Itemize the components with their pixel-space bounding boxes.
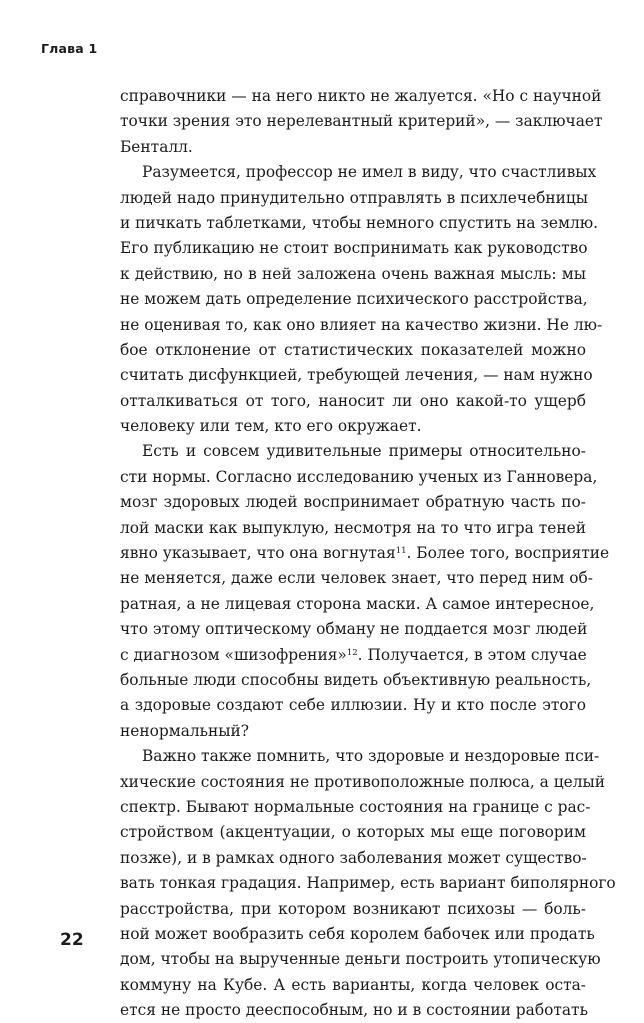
text-line: Разумеется, профессор не имел в виду, что счастливых: [142, 163, 597, 182]
footnote-marker: 11: [395, 546, 407, 557]
text-line: Его публикацию не стоит воспринимать как руководство: [120, 239, 588, 258]
text-line: отталкиваться от того, наносит ли оно какой-то ущерб: [120, 391, 586, 410]
text-line: не меняется, даже если человек знает, что перед ним об-: [120, 569, 594, 588]
text-line: не оценивая то, как оно влияет на качество жизни. Не лю-: [120, 315, 603, 334]
text-line: вать тонкая градация. Например, есть вариант биполярного: [120, 874, 616, 893]
text-line: не можем дать определение психического расстройства,: [120, 290, 588, 309]
body-text: [120, 84, 616, 1023]
text-line: лой маски как выпуклую, несмотря на то что игра теней: [120, 518, 586, 537]
text-fragment: с диагнозом «шизофрения»: [120, 645, 347, 664]
text-line: спектр. Бывают нормальные состояния на границе с рас-: [120, 797, 591, 816]
footnote-marker: 12: [346, 647, 358, 658]
paragraph: [120, 84, 603, 160]
text-line: ратная, а не лицевая сторона маски. А самое интересное,: [120, 594, 595, 613]
text-fragment: явно указывает, что она вогнутая: [120, 544, 396, 563]
text-line: бое отклонение от статистических показателей можно: [120, 340, 586, 359]
text-fragment: . Получается, в этом случае: [357, 645, 587, 664]
text-line: к действию, но в ней заложена очень важная мысль: мы: [120, 264, 586, 283]
text-line: точки зрения это нерелевантный критерий», — заключает: [120, 112, 603, 131]
text-line: позже), и в рамках одного заболевания может существо-: [120, 848, 587, 867]
text-line: Важно также помнить, что здоровые и нездоровые пси-: [142, 747, 600, 766]
text-line: считать дисфункцией, требующей лечения, — нам нужно: [120, 366, 593, 385]
paragraph: [120, 160, 603, 439]
text-line: коммуну на Кубе. А есть варианты, когда человек оста-: [120, 975, 586, 994]
text-line-with-footnote: [120, 643, 586, 668]
text-line: хические состояния не противоположные полюса, а целый: [120, 772, 606, 791]
text-line: справочники — на него никто не жалуется. «Но с научной: [120, 87, 602, 105]
text-line: мозг здоровых людей воспринимает обратную часть по-: [120, 493, 586, 512]
text-line-with-footnote: [120, 541, 610, 566]
text-line: расстройства, при котором возникают психозы — боль-: [120, 899, 586, 918]
text-line: и пичкать таблетками, чтобы немного спустить на землю.: [120, 213, 599, 232]
text-line: ненормальный?: [120, 721, 250, 740]
text-line: а здоровые создают себе иллюзии. Ну и кто после этого: [120, 696, 586, 715]
text-line: людей надо принудительно отправлять в психлечебницы: [120, 188, 589, 207]
running-head-chapter: Глава 1: [41, 41, 98, 56]
paragraph: [120, 439, 610, 744]
text-fragment: . Более того, восприятие: [406, 544, 610, 563]
page-number: 22: [60, 930, 84, 950]
text-line: дом, чтобы на вырученные деньги построить утопическую: [120, 950, 601, 969]
text-line: больные люди способны видеть объективную реальность,: [120, 670, 592, 689]
text-line: сти нормы. Согласно исследованию ученых из Ганновера,: [120, 467, 598, 486]
paragraph: [120, 744, 616, 1023]
text-line: что этому оптическому обману не поддается мозг людей: [120, 620, 588, 639]
text-line: стройством (акцентуации, о которых мы еще поговорим: [120, 823, 586, 842]
text-line: человеку или тем, кто его окружает.: [120, 417, 422, 436]
text-line: ется не просто дееспособным, но и в состоянии работать: [120, 1001, 588, 1020]
text-line: Есть и совсем удивительные примеры относительно-: [142, 442, 586, 461]
text-line: Бенталл.: [120, 137, 193, 156]
text-line: ной может вообразить себя королем бабочек или продать: [120, 924, 595, 943]
